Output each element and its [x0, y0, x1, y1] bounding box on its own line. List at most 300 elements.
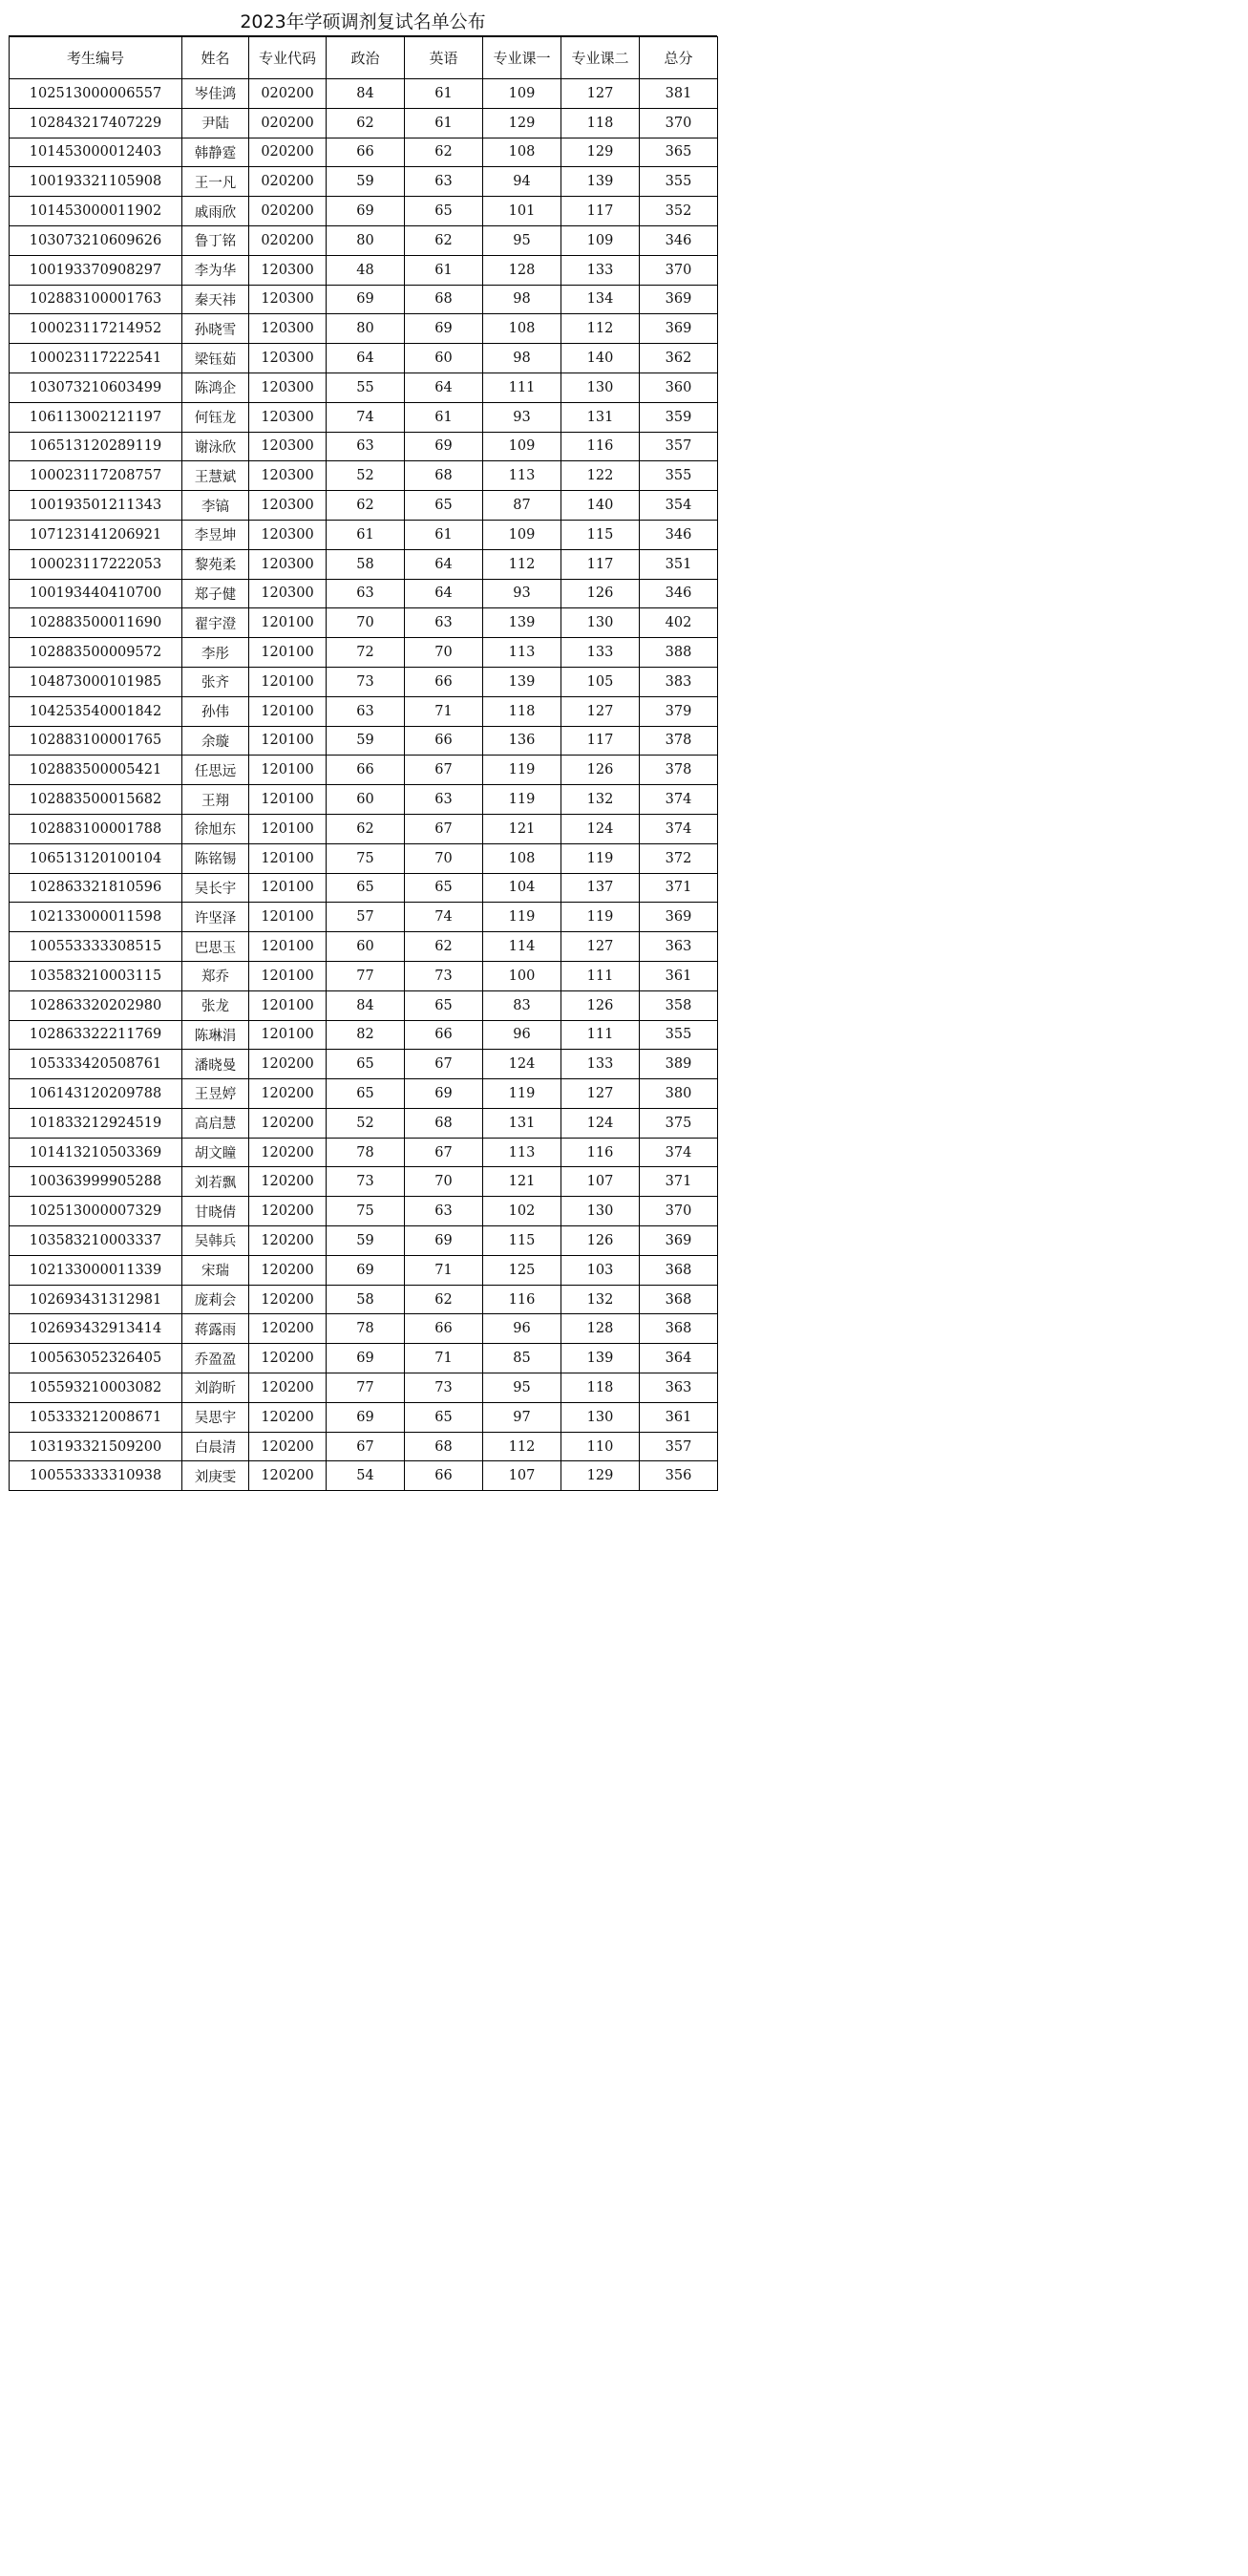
politics-score-cell: 58 [327, 1285, 405, 1314]
course2-score-cell: 133 [561, 638, 640, 668]
course2-score-cell: 109 [561, 225, 640, 255]
name-cell: 刘庚雯 [182, 1461, 249, 1491]
name-cell: 韩静霆 [182, 138, 249, 167]
politics-score-cell: 62 [327, 108, 405, 138]
exam-id-cell: 102863321810596 [10, 873, 182, 903]
major-code-cell: 120100 [249, 608, 327, 638]
major-code-cell: 120100 [249, 638, 327, 668]
table-row [10, 814, 718, 843]
exam-id-cell: 100193501211343 [10, 491, 182, 521]
major-code-cell: 120300 [249, 579, 327, 608]
course2-score-cell: 140 [561, 344, 640, 373]
politics-score-cell: 84 [327, 79, 405, 109]
course1-score-cell: 93 [483, 402, 561, 432]
name-cell: 谢泳欣 [182, 432, 249, 461]
total-score-cell: 371 [640, 1167, 718, 1197]
english-score-cell: 67 [405, 1138, 483, 1167]
course1-score-cell: 119 [483, 785, 561, 815]
column-header-major-code: 专业代码 [249, 37, 327, 79]
exam-id-cell: 102513000006557 [10, 79, 182, 109]
course1-score-cell: 109 [483, 432, 561, 461]
course1-score-cell: 104 [483, 873, 561, 903]
course1-score-cell: 121 [483, 814, 561, 843]
major-code-cell: 120200 [249, 1167, 327, 1197]
politics-score-cell: 69 [327, 285, 405, 314]
english-score-cell: 65 [405, 990, 483, 1020]
course1-score-cell: 87 [483, 491, 561, 521]
course2-score-cell: 126 [561, 756, 640, 785]
name-cell: 张齐 [182, 667, 249, 696]
major-code-cell: 120200 [249, 1373, 327, 1403]
table-row [10, 990, 718, 1020]
table-row [10, 167, 718, 197]
course2-score-cell: 118 [561, 108, 640, 138]
english-score-cell: 69 [405, 432, 483, 461]
column-header-course2-score: 专业课二 [561, 37, 640, 79]
exam-id-cell: 100193370908297 [10, 255, 182, 285]
course1-score-cell: 107 [483, 1461, 561, 1491]
exam-id-cell: 100023117222053 [10, 549, 182, 579]
total-score-cell: 354 [640, 491, 718, 521]
course2-score-cell: 126 [561, 990, 640, 1020]
total-score-cell: 368 [640, 1285, 718, 1314]
total-score-cell: 370 [640, 255, 718, 285]
total-score-cell: 372 [640, 843, 718, 873]
course2-score-cell: 117 [561, 726, 640, 756]
english-score-cell: 61 [405, 79, 483, 109]
major-code-cell: 120300 [249, 255, 327, 285]
course2-score-cell: 139 [561, 1344, 640, 1373]
major-code-cell: 120200 [249, 1138, 327, 1167]
candidate-table [9, 36, 718, 1491]
exam-id-cell: 102883100001765 [10, 726, 182, 756]
total-score-cell: 383 [640, 667, 718, 696]
course2-score-cell: 130 [561, 608, 640, 638]
total-score-cell: 359 [640, 402, 718, 432]
major-code-cell: 120200 [249, 1402, 327, 1432]
course1-score-cell: 96 [483, 1020, 561, 1050]
exam-id-cell: 105593210003082 [10, 1373, 182, 1403]
exam-id-cell: 102693432913414 [10, 1314, 182, 1344]
english-score-cell: 60 [405, 344, 483, 373]
major-code-cell: 120200 [249, 1461, 327, 1491]
name-cell: 梁钰茹 [182, 344, 249, 373]
course2-score-cell: 131 [561, 402, 640, 432]
exam-id-cell: 103583210003115 [10, 961, 182, 990]
course1-score-cell: 139 [483, 608, 561, 638]
politics-score-cell: 66 [327, 138, 405, 167]
table-row [10, 726, 718, 756]
politics-score-cell: 67 [327, 1432, 405, 1461]
course1-score-cell: 112 [483, 1432, 561, 1461]
course1-score-cell: 109 [483, 520, 561, 549]
course2-score-cell: 130 [561, 1197, 640, 1226]
name-cell: 王翔 [182, 785, 249, 815]
total-score-cell: 355 [640, 167, 718, 197]
course2-score-cell: 124 [561, 814, 640, 843]
total-score-cell: 370 [640, 1197, 718, 1226]
course2-score-cell: 111 [561, 961, 640, 990]
politics-score-cell: 63 [327, 579, 405, 608]
name-cell: 胡文瞳 [182, 1138, 249, 1167]
total-score-cell: 346 [640, 225, 718, 255]
exam-id-cell: 107123141206921 [10, 520, 182, 549]
politics-score-cell: 59 [327, 1226, 405, 1256]
major-code-cell: 120200 [249, 1079, 327, 1109]
exam-id-cell: 102883500009572 [10, 638, 182, 668]
total-score-cell: 368 [640, 1314, 718, 1344]
english-score-cell: 63 [405, 785, 483, 815]
english-score-cell: 68 [405, 1432, 483, 1461]
exam-id-cell: 101453000012403 [10, 138, 182, 167]
course1-score-cell: 108 [483, 843, 561, 873]
exam-id-cell: 100193321105908 [10, 167, 182, 197]
total-score-cell: 357 [640, 1432, 718, 1461]
english-score-cell: 71 [405, 1344, 483, 1373]
course1-score-cell: 83 [483, 990, 561, 1020]
course1-score-cell: 119 [483, 1079, 561, 1109]
total-score-cell: 388 [640, 638, 718, 668]
course2-score-cell: 127 [561, 932, 640, 962]
name-cell: 王昱婷 [182, 1079, 249, 1109]
column-header-course1-score: 专业课一 [483, 37, 561, 79]
table-row [10, 373, 718, 402]
politics-score-cell: 62 [327, 491, 405, 521]
total-score-cell: 346 [640, 579, 718, 608]
course2-score-cell: 107 [561, 1167, 640, 1197]
table-row [10, 667, 718, 696]
name-cell: 陈琳涓 [182, 1020, 249, 1050]
course2-score-cell: 112 [561, 314, 640, 344]
exam-id-cell: 102883100001763 [10, 285, 182, 314]
table-row [10, 579, 718, 608]
major-code-cell: 120200 [249, 1344, 327, 1373]
name-cell: 吴长宇 [182, 873, 249, 903]
politics-score-cell: 59 [327, 726, 405, 756]
course2-score-cell: 117 [561, 197, 640, 226]
exam-id-cell: 104253540001842 [10, 696, 182, 726]
table-row [10, 138, 718, 167]
english-score-cell: 68 [405, 285, 483, 314]
course1-score-cell: 124 [483, 1050, 561, 1079]
total-score-cell: 378 [640, 756, 718, 785]
politics-score-cell: 69 [327, 1344, 405, 1373]
english-score-cell: 67 [405, 756, 483, 785]
course1-score-cell: 98 [483, 344, 561, 373]
table-row [10, 785, 718, 815]
name-cell: 任思远 [182, 756, 249, 785]
course1-score-cell: 115 [483, 1226, 561, 1256]
name-cell: 刘若飘 [182, 1167, 249, 1197]
name-cell: 王一凡 [182, 167, 249, 197]
course1-score-cell: 101 [483, 197, 561, 226]
course1-score-cell: 98 [483, 285, 561, 314]
course1-score-cell: 100 [483, 961, 561, 990]
exam-id-cell: 102883100001788 [10, 814, 182, 843]
english-score-cell: 74 [405, 903, 483, 932]
table-row [10, 1255, 718, 1285]
politics-score-cell: 84 [327, 990, 405, 1020]
exam-id-cell: 102513000007329 [10, 1197, 182, 1226]
politics-score-cell: 55 [327, 373, 405, 402]
total-score-cell: 357 [640, 432, 718, 461]
name-cell: 黎苑柔 [182, 549, 249, 579]
politics-score-cell: 80 [327, 225, 405, 255]
table-row [10, 1138, 718, 1167]
table-row [10, 756, 718, 785]
major-code-cell: 020200 [249, 108, 327, 138]
name-cell: 许坚泽 [182, 903, 249, 932]
course2-score-cell: 127 [561, 696, 640, 726]
english-score-cell: 71 [405, 1255, 483, 1285]
english-score-cell: 71 [405, 696, 483, 726]
course2-score-cell: 139 [561, 167, 640, 197]
name-cell: 戚雨欣 [182, 197, 249, 226]
name-cell: 宋瑞 [182, 1255, 249, 1285]
politics-score-cell: 78 [327, 1314, 405, 1344]
major-code-cell: 120100 [249, 843, 327, 873]
politics-score-cell: 60 [327, 932, 405, 962]
politics-score-cell: 75 [327, 843, 405, 873]
exam-id-cell: 106113002121197 [10, 402, 182, 432]
english-score-cell: 61 [405, 255, 483, 285]
page-title: 2023年学硕调剂复试名单公布 [9, 9, 717, 36]
table-row [10, 843, 718, 873]
name-cell: 高启慧 [182, 1108, 249, 1138]
table-row [10, 873, 718, 903]
course2-score-cell: 126 [561, 579, 640, 608]
course1-score-cell: 97 [483, 1402, 561, 1432]
exam-id-cell: 102883500015682 [10, 785, 182, 815]
course2-score-cell: 130 [561, 373, 640, 402]
english-score-cell: 65 [405, 1402, 483, 1432]
major-code-cell: 020200 [249, 225, 327, 255]
course1-score-cell: 93 [483, 579, 561, 608]
table-row [10, 255, 718, 285]
english-score-cell: 70 [405, 638, 483, 668]
politics-score-cell: 57 [327, 903, 405, 932]
name-cell: 陈铭锡 [182, 843, 249, 873]
total-score-cell: 363 [640, 1373, 718, 1403]
exam-id-cell: 102883500005421 [10, 756, 182, 785]
major-code-cell: 120300 [249, 344, 327, 373]
total-score-cell: 358 [640, 990, 718, 1020]
course2-score-cell: 133 [561, 255, 640, 285]
exam-id-cell: 101453000011902 [10, 197, 182, 226]
english-score-cell: 68 [405, 461, 483, 491]
major-code-cell: 120100 [249, 726, 327, 756]
table-row [10, 638, 718, 668]
course2-score-cell: 140 [561, 491, 640, 521]
course1-score-cell: 95 [483, 225, 561, 255]
politics-score-cell: 54 [327, 1461, 405, 1491]
major-code-cell: 120100 [249, 903, 327, 932]
english-score-cell: 66 [405, 1461, 483, 1491]
exam-id-cell: 100193440410700 [10, 579, 182, 608]
major-code-cell: 120200 [249, 1255, 327, 1285]
course1-score-cell: 131 [483, 1108, 561, 1138]
major-code-cell: 020200 [249, 197, 327, 226]
english-score-cell: 66 [405, 667, 483, 696]
english-score-cell: 70 [405, 843, 483, 873]
table-row [10, 1020, 718, 1050]
course2-score-cell: 110 [561, 1432, 640, 1461]
total-score-cell: 355 [640, 1020, 718, 1050]
politics-score-cell: 59 [327, 167, 405, 197]
politics-score-cell: 80 [327, 314, 405, 344]
course1-score-cell: 129 [483, 108, 561, 138]
english-score-cell: 63 [405, 1197, 483, 1226]
table-row [10, 461, 718, 491]
english-score-cell: 65 [405, 873, 483, 903]
major-code-cell: 120300 [249, 285, 327, 314]
english-score-cell: 62 [405, 1285, 483, 1314]
total-score-cell: 369 [640, 1226, 718, 1256]
english-score-cell: 67 [405, 1050, 483, 1079]
table-row [10, 1432, 718, 1461]
english-score-cell: 61 [405, 108, 483, 138]
course1-score-cell: 116 [483, 1285, 561, 1314]
politics-score-cell: 65 [327, 1050, 405, 1079]
major-code-cell: 120200 [249, 1050, 327, 1079]
table-header-row [10, 37, 718, 79]
table-row [10, 1079, 718, 1109]
english-score-cell: 69 [405, 1226, 483, 1256]
name-cell: 巴思玉 [182, 932, 249, 962]
name-cell: 潘晓曼 [182, 1050, 249, 1079]
exam-id-cell: 103193321509200 [10, 1432, 182, 1461]
exam-id-cell: 105333420508761 [10, 1050, 182, 1079]
name-cell: 陈鸿企 [182, 373, 249, 402]
english-score-cell: 66 [405, 1314, 483, 1344]
exam-id-cell: 105333212008671 [10, 1402, 182, 1432]
english-score-cell: 73 [405, 961, 483, 990]
column-header-politics-score: 政治 [327, 37, 405, 79]
course2-score-cell: 133 [561, 1050, 640, 1079]
table-row [10, 432, 718, 461]
name-cell: 翟宇澄 [182, 608, 249, 638]
table-row [10, 1167, 718, 1197]
course1-score-cell: 94 [483, 167, 561, 197]
total-score-cell: 351 [640, 549, 718, 579]
course1-score-cell: 112 [483, 549, 561, 579]
table-row [10, 197, 718, 226]
course1-score-cell: 109 [483, 79, 561, 109]
course1-score-cell: 95 [483, 1373, 561, 1403]
english-score-cell: 62 [405, 225, 483, 255]
total-score-cell: 402 [640, 608, 718, 638]
politics-score-cell: 61 [327, 520, 405, 549]
english-score-cell: 65 [405, 197, 483, 226]
major-code-cell: 120200 [249, 1226, 327, 1256]
course2-score-cell: 132 [561, 1285, 640, 1314]
table-row [10, 491, 718, 521]
course1-score-cell: 119 [483, 756, 561, 785]
major-code-cell: 120300 [249, 373, 327, 402]
course1-score-cell: 113 [483, 1138, 561, 1167]
english-score-cell: 68 [405, 1108, 483, 1138]
total-score-cell: 381 [640, 79, 718, 109]
table-row [10, 1314, 718, 1344]
table-row [10, 549, 718, 579]
total-score-cell: 374 [640, 785, 718, 815]
major-code-cell: 020200 [249, 79, 327, 109]
total-score-cell: 375 [640, 1108, 718, 1138]
table-row [10, 903, 718, 932]
exam-id-cell: 102133000011339 [10, 1255, 182, 1285]
name-cell: 郑子健 [182, 579, 249, 608]
politics-score-cell: 69 [327, 1255, 405, 1285]
total-score-cell: 356 [640, 1461, 718, 1491]
total-score-cell: 355 [640, 461, 718, 491]
politics-score-cell: 63 [327, 432, 405, 461]
exam-id-cell: 102863320202980 [10, 990, 182, 1020]
major-code-cell: 120300 [249, 491, 327, 521]
english-score-cell: 62 [405, 138, 483, 167]
exam-id-cell: 103583210003337 [10, 1226, 182, 1256]
politics-score-cell: 77 [327, 1373, 405, 1403]
major-code-cell: 120100 [249, 785, 327, 815]
table-row [10, 314, 718, 344]
total-score-cell: 374 [640, 814, 718, 843]
politics-score-cell: 62 [327, 814, 405, 843]
politics-score-cell: 65 [327, 1079, 405, 1109]
column-header-exam-id: 考生编号 [10, 37, 182, 79]
table-row [10, 1108, 718, 1138]
exam-id-cell: 101833212924519 [10, 1108, 182, 1138]
major-code-cell: 120100 [249, 1020, 327, 1050]
name-cell: 李为华 [182, 255, 249, 285]
major-code-cell: 120100 [249, 990, 327, 1020]
exam-id-cell: 102883500011690 [10, 608, 182, 638]
total-score-cell: 380 [640, 1079, 718, 1109]
major-code-cell: 120300 [249, 402, 327, 432]
politics-score-cell: 69 [327, 1402, 405, 1432]
name-cell: 李镐 [182, 491, 249, 521]
course2-score-cell: 103 [561, 1255, 640, 1285]
politics-score-cell: 73 [327, 667, 405, 696]
name-cell: 李昱坤 [182, 520, 249, 549]
politics-score-cell: 63 [327, 696, 405, 726]
politics-score-cell: 58 [327, 549, 405, 579]
exam-id-cell: 100023117208757 [10, 461, 182, 491]
column-header-name: 姓名 [182, 37, 249, 79]
english-score-cell: 61 [405, 402, 483, 432]
total-score-cell: 368 [640, 1255, 718, 1285]
course2-score-cell: 132 [561, 785, 640, 815]
exam-id-cell: 106143120209788 [10, 1079, 182, 1109]
politics-score-cell: 60 [327, 785, 405, 815]
course2-score-cell: 111 [561, 1020, 640, 1050]
major-code-cell: 120200 [249, 1314, 327, 1344]
table-row [10, 1402, 718, 1432]
table-row [10, 1226, 718, 1256]
course2-score-cell: 115 [561, 520, 640, 549]
name-cell: 庞莉会 [182, 1285, 249, 1314]
table-row [10, 225, 718, 255]
major-code-cell: 120200 [249, 1432, 327, 1461]
total-score-cell: 365 [640, 138, 718, 167]
total-score-cell: 360 [640, 373, 718, 402]
course1-score-cell: 114 [483, 932, 561, 962]
total-score-cell: 346 [640, 520, 718, 549]
exam-id-cell: 101413210503369 [10, 1138, 182, 1167]
major-code-cell: 120300 [249, 314, 327, 344]
table-row [10, 1373, 718, 1403]
course2-score-cell: 127 [561, 1079, 640, 1109]
total-score-cell: 364 [640, 1344, 718, 1373]
exam-id-cell: 100023117222541 [10, 344, 182, 373]
